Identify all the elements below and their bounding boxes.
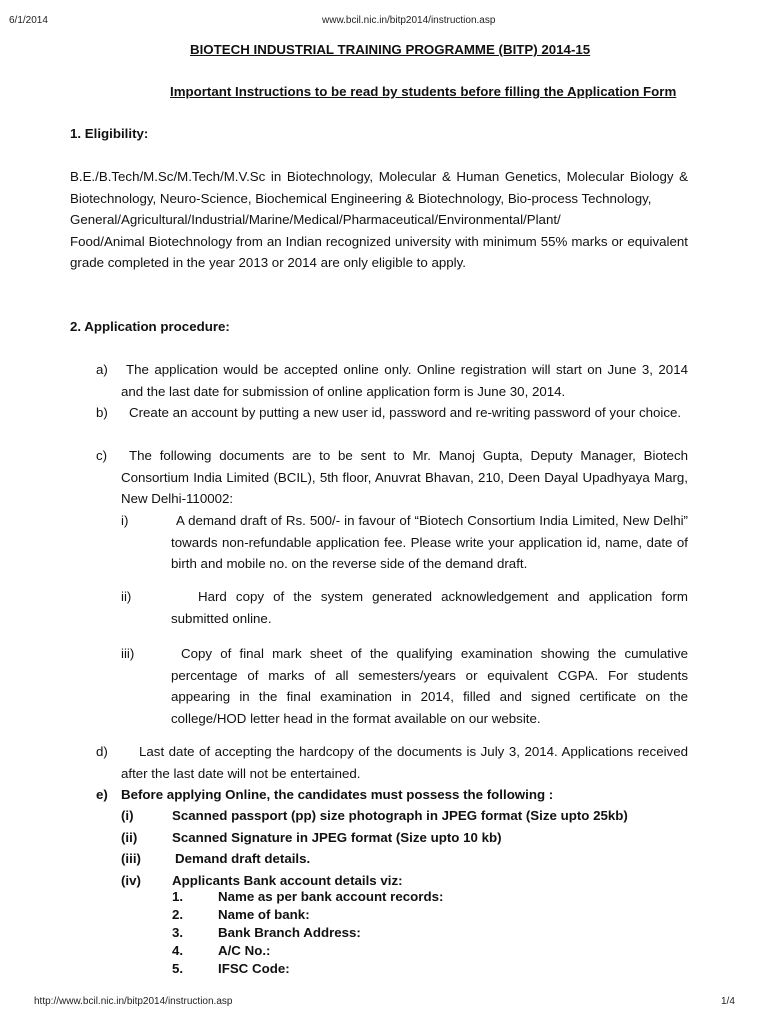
document-title: BIOTECH INDUSTRIAL TRAINING PROGRAMME (BITP) 2014-15 — [190, 42, 591, 57]
bank-detail-4-marker: 4. — [172, 943, 184, 958]
item-d-marker: d) — [96, 744, 108, 759]
bank-detail-2-marker: 2. — [172, 907, 184, 922]
subitem-c-iii-marker: iii) — [121, 646, 135, 661]
procedure-heading: 2. Application procedure: — [70, 319, 230, 334]
subitem-e-ii-text: Scanned Signature in JPEG format (Size upto 10 kb) — [172, 830, 502, 845]
eligibility-paragraph — [70, 166, 688, 274]
item-e-text: Before applying Online, the candidates must possess the following : — [121, 787, 554, 802]
item-d-text: Last date of accepting the hardcopy of the documents is July 3, 2014. Applications received after the last date will not be entertained. — [121, 744, 688, 781]
subitem-c-ii-marker: ii) — [121, 589, 132, 604]
subitem-e-i-marker: (i) — [121, 808, 134, 823]
item-a-marker: a) — [96, 362, 108, 377]
print-date: 6/1/2014 — [9, 15, 48, 26]
print-header-url: www.bcil.nic.in/bitp2014/instruction.asp — [322, 15, 496, 26]
subitem-c-iii-text: Copy of final mark sheet of the qualifying examination showing the cumulative percentage of marks of all semesters/years or equivalent CGPA. For students appearing in the final examination in 2014, filled and signed certificate on the college/HOD letter head in the format available on our website. — [171, 646, 688, 726]
print-footer-url: http://www.bcil.nic.in/bitp2014/instruction.asp — [34, 996, 233, 1007]
item-a-text: The application would be accepted online only. Online registration will start on June 3, 2014 and the last date for submission of online application form is June 30, 2014. — [121, 362, 688, 399]
eligibility-text-3: Food/Animal Biotechnology from an Indian recognized university with minimum 55% marks or equivalent grade completed in the year 2013 or 2014 are only eligible to apply. — [70, 233, 688, 270]
bank-detail-5-text: IFSC Code: — [218, 961, 290, 976]
bank-detail-5-marker: 5. — [172, 961, 184, 976]
item-b-marker: b) — [96, 405, 108, 420]
bank-detail-4-text: A/C No.: — [218, 943, 271, 958]
subitem-c-ii-text: Hard copy of the system generated acknowledgement and application form submitted online. — [171, 589, 688, 626]
bank-detail-1-marker: 1. — [172, 889, 184, 904]
item-c-marker: c) — [96, 448, 108, 463]
subitem-e-iii-marker: (iii) — [121, 851, 141, 866]
document-subtitle: Important Instructions to be read by students before filling the Application Form — [170, 84, 677, 99]
subitem-e-iv-text: Applicants Bank account details viz: — [172, 873, 403, 888]
bank-detail-3-marker: 3. — [172, 925, 184, 940]
subitem-c-i-marker: i) — [121, 513, 129, 528]
subitem-e-iv-marker: (iv) — [121, 873, 141, 888]
subitem-c-i-text: A demand draft of Rs. 500/- in favour of “Biotech Consortium India Limited, New Delhi” towards non-refundable application fee. Please write your application id, name, date of birth and mobile no. on the reverse side of the demand draft. — [171, 513, 688, 571]
item-b-text: Create an account by putting a new user id, password and re-writing password of your choice. — [129, 405, 682, 420]
subitem-e-i-text: Scanned passport (pp) size photograph in JPEG format (Size upto 25kb) — [172, 808, 628, 823]
bank-detail-2-text: Name of bank: — [218, 907, 310, 922]
eligibility-text-2: General/Agricultural/Industrial/Marine/Medical/Pharmaceutical/Environmental/Plant/ — [70, 212, 561, 227]
item-e-marker: e) — [96, 787, 108, 802]
subitem-e-iii-text: Demand draft details. — [175, 851, 311, 866]
bank-detail-3-text: Bank Branch Address: — [218, 925, 361, 940]
item-c-text: The following documents are to be sent to Mr. Manoj Gupta, Deputy Manager, Biotech Consortium India Limited (BCIL), 5th floor, Anuvrat Bhavan, 210, Deen Dayal Upadhyaya Marg, New Delhi-110002: — [121, 448, 688, 506]
eligibility-text-1: B.E./B.Tech/M.Sc/M.Tech/M.V.Sc in Biotechnology, Molecular & Human Genetics, Molecular Biology & Biotechnology, Neuro-Science, Biochemical Engineering & Biotechnology, Bio-process Technology, — [70, 169, 688, 206]
subitem-e-ii-marker: (ii) — [121, 830, 138, 845]
eligibility-heading: 1. Eligibility: — [70, 126, 149, 141]
page-number: 1/4 — [721, 996, 735, 1007]
bank-detail-1-text: Name as per bank account records: — [218, 889, 444, 904]
